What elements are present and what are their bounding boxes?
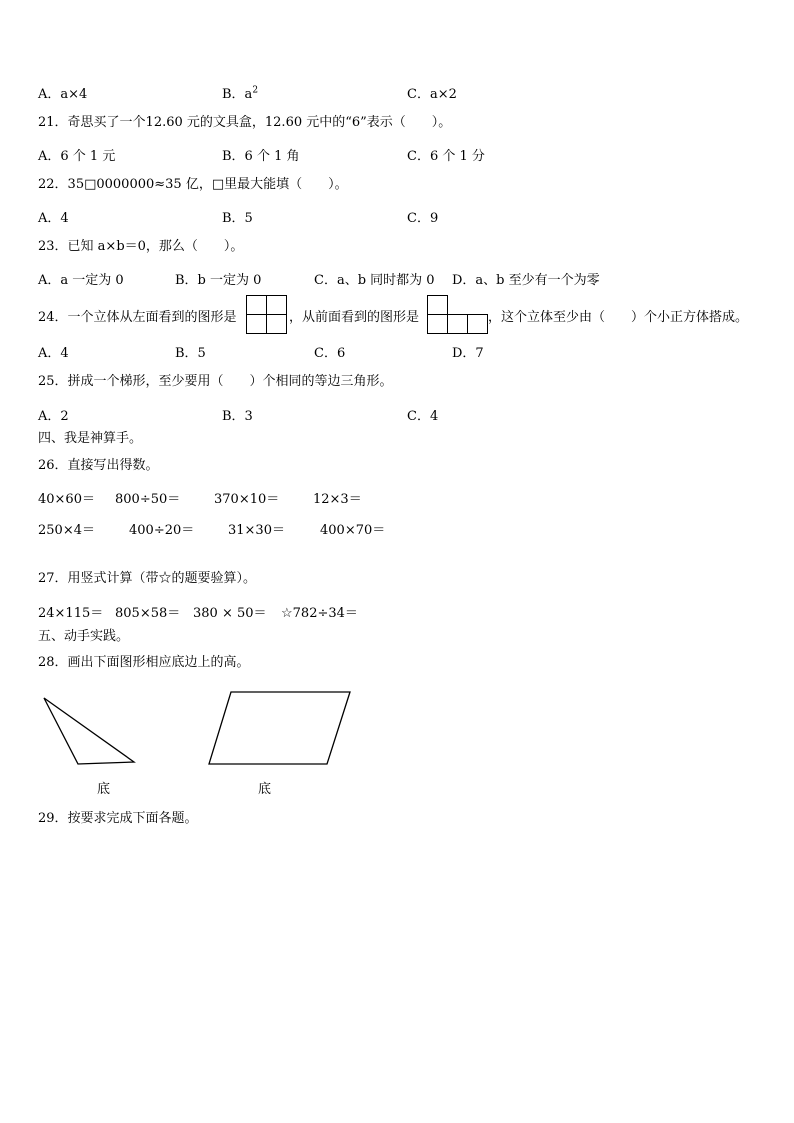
q20-option-b <box>222 83 258 102</box>
front-view-figure <box>427 295 489 335</box>
q23-option-a: A．a 一定为 0 <box>38 273 124 288</box>
q25-stem: 25．拼成一个梯形，至少要用（ ）个相同的等边三角形。 <box>38 374 393 389</box>
q22-option-b: B．5 <box>222 211 253 226</box>
q23-option-c: C．a、b 同时都为 0 <box>314 273 435 288</box>
q24-option-a: A．4 <box>38 346 69 361</box>
parallelogram-base-label: 底 <box>258 782 272 797</box>
triangle-base-label: 底 <box>97 782 111 797</box>
q26-item: 31×30＝ <box>228 523 285 538</box>
q29-stem: 29．按要求完成下面各题。 <box>38 811 198 826</box>
q27-item: 24×115＝ <box>38 606 104 621</box>
q26-item: 250×4＝ <box>38 523 95 538</box>
q23-option-b: B．b 一定为 0 <box>175 273 262 288</box>
q26-stem: 26．直接写出得数。 <box>38 458 159 473</box>
q25-option-c: C．4 <box>407 409 439 424</box>
section-4-heading: 四、我是神算手。 <box>38 431 143 446</box>
triangle-figure <box>40 692 140 768</box>
q26-item: 400×70＝ <box>320 523 386 538</box>
left-view-figure <box>246 295 288 335</box>
q26-item: 40×60＝ <box>38 492 95 507</box>
section-5-heading: 五、动手实践。 <box>38 629 130 644</box>
q20-option-b-superscript: 2 <box>252 85 259 96</box>
q22-stem: 22．35□0000000≈35 亿，□里最大能填（ ）。 <box>38 177 348 192</box>
q21-stem: 21．奇思买了一个12.60 元的文具盒，12.60 元中的“6”表示（ ）。 <box>38 115 452 130</box>
q24-option-b: B．5 <box>175 346 206 361</box>
q20-option-a: A．a×4 <box>38 87 88 102</box>
q20-option-b-text: B．a <box>222 87 253 102</box>
parallelogram-figure <box>205 688 355 770</box>
q21-option-a: A．6 个 1 元 <box>38 149 116 164</box>
q27-stem: 27．用竖式计算（带☆的题要验算）。 <box>38 571 257 586</box>
q21-option-b: B．6 个 1 角 <box>222 149 300 164</box>
q20-option-c: C．a×2 <box>407 87 457 102</box>
q28-stem: 28．画出下面图形相应底边上的高。 <box>38 655 250 670</box>
q24-stem-part2: ，从前面看到的图形是 <box>289 310 420 325</box>
q26-item: 400÷20＝ <box>129 523 195 538</box>
q25-option-b: B．3 <box>222 409 253 424</box>
q22-option-c: C．9 <box>407 211 439 226</box>
q26-item: 800÷50＝ <box>115 492 181 507</box>
q26-item: 12×3＝ <box>313 492 362 507</box>
q24-option-c: C．6 <box>314 346 346 361</box>
q24-stem-part3: ，这个立体至少由（ ）个小正方体搭成。 <box>488 310 749 325</box>
q21-option-c: C．6 个 1 分 <box>407 149 485 164</box>
q25-option-a: A．2 <box>38 409 69 424</box>
q27-item: 805×58＝ <box>115 606 181 621</box>
q24-stem-part1: 24．一个立体从左面看到的图形是 <box>38 310 237 325</box>
q24-option-d: D．7 <box>452 346 484 361</box>
q26-item: 370×10＝ <box>214 492 280 507</box>
q27-item: ☆782÷34＝ <box>281 606 358 621</box>
q23-stem: 23．已知 a×b＝0，那么（ ）。 <box>38 239 244 254</box>
q27-item: 380 × 50＝ <box>193 606 267 621</box>
q22-option-a: A．4 <box>38 211 69 226</box>
q23-option-d: D．a、b 至少有一个为零 <box>452 273 600 288</box>
